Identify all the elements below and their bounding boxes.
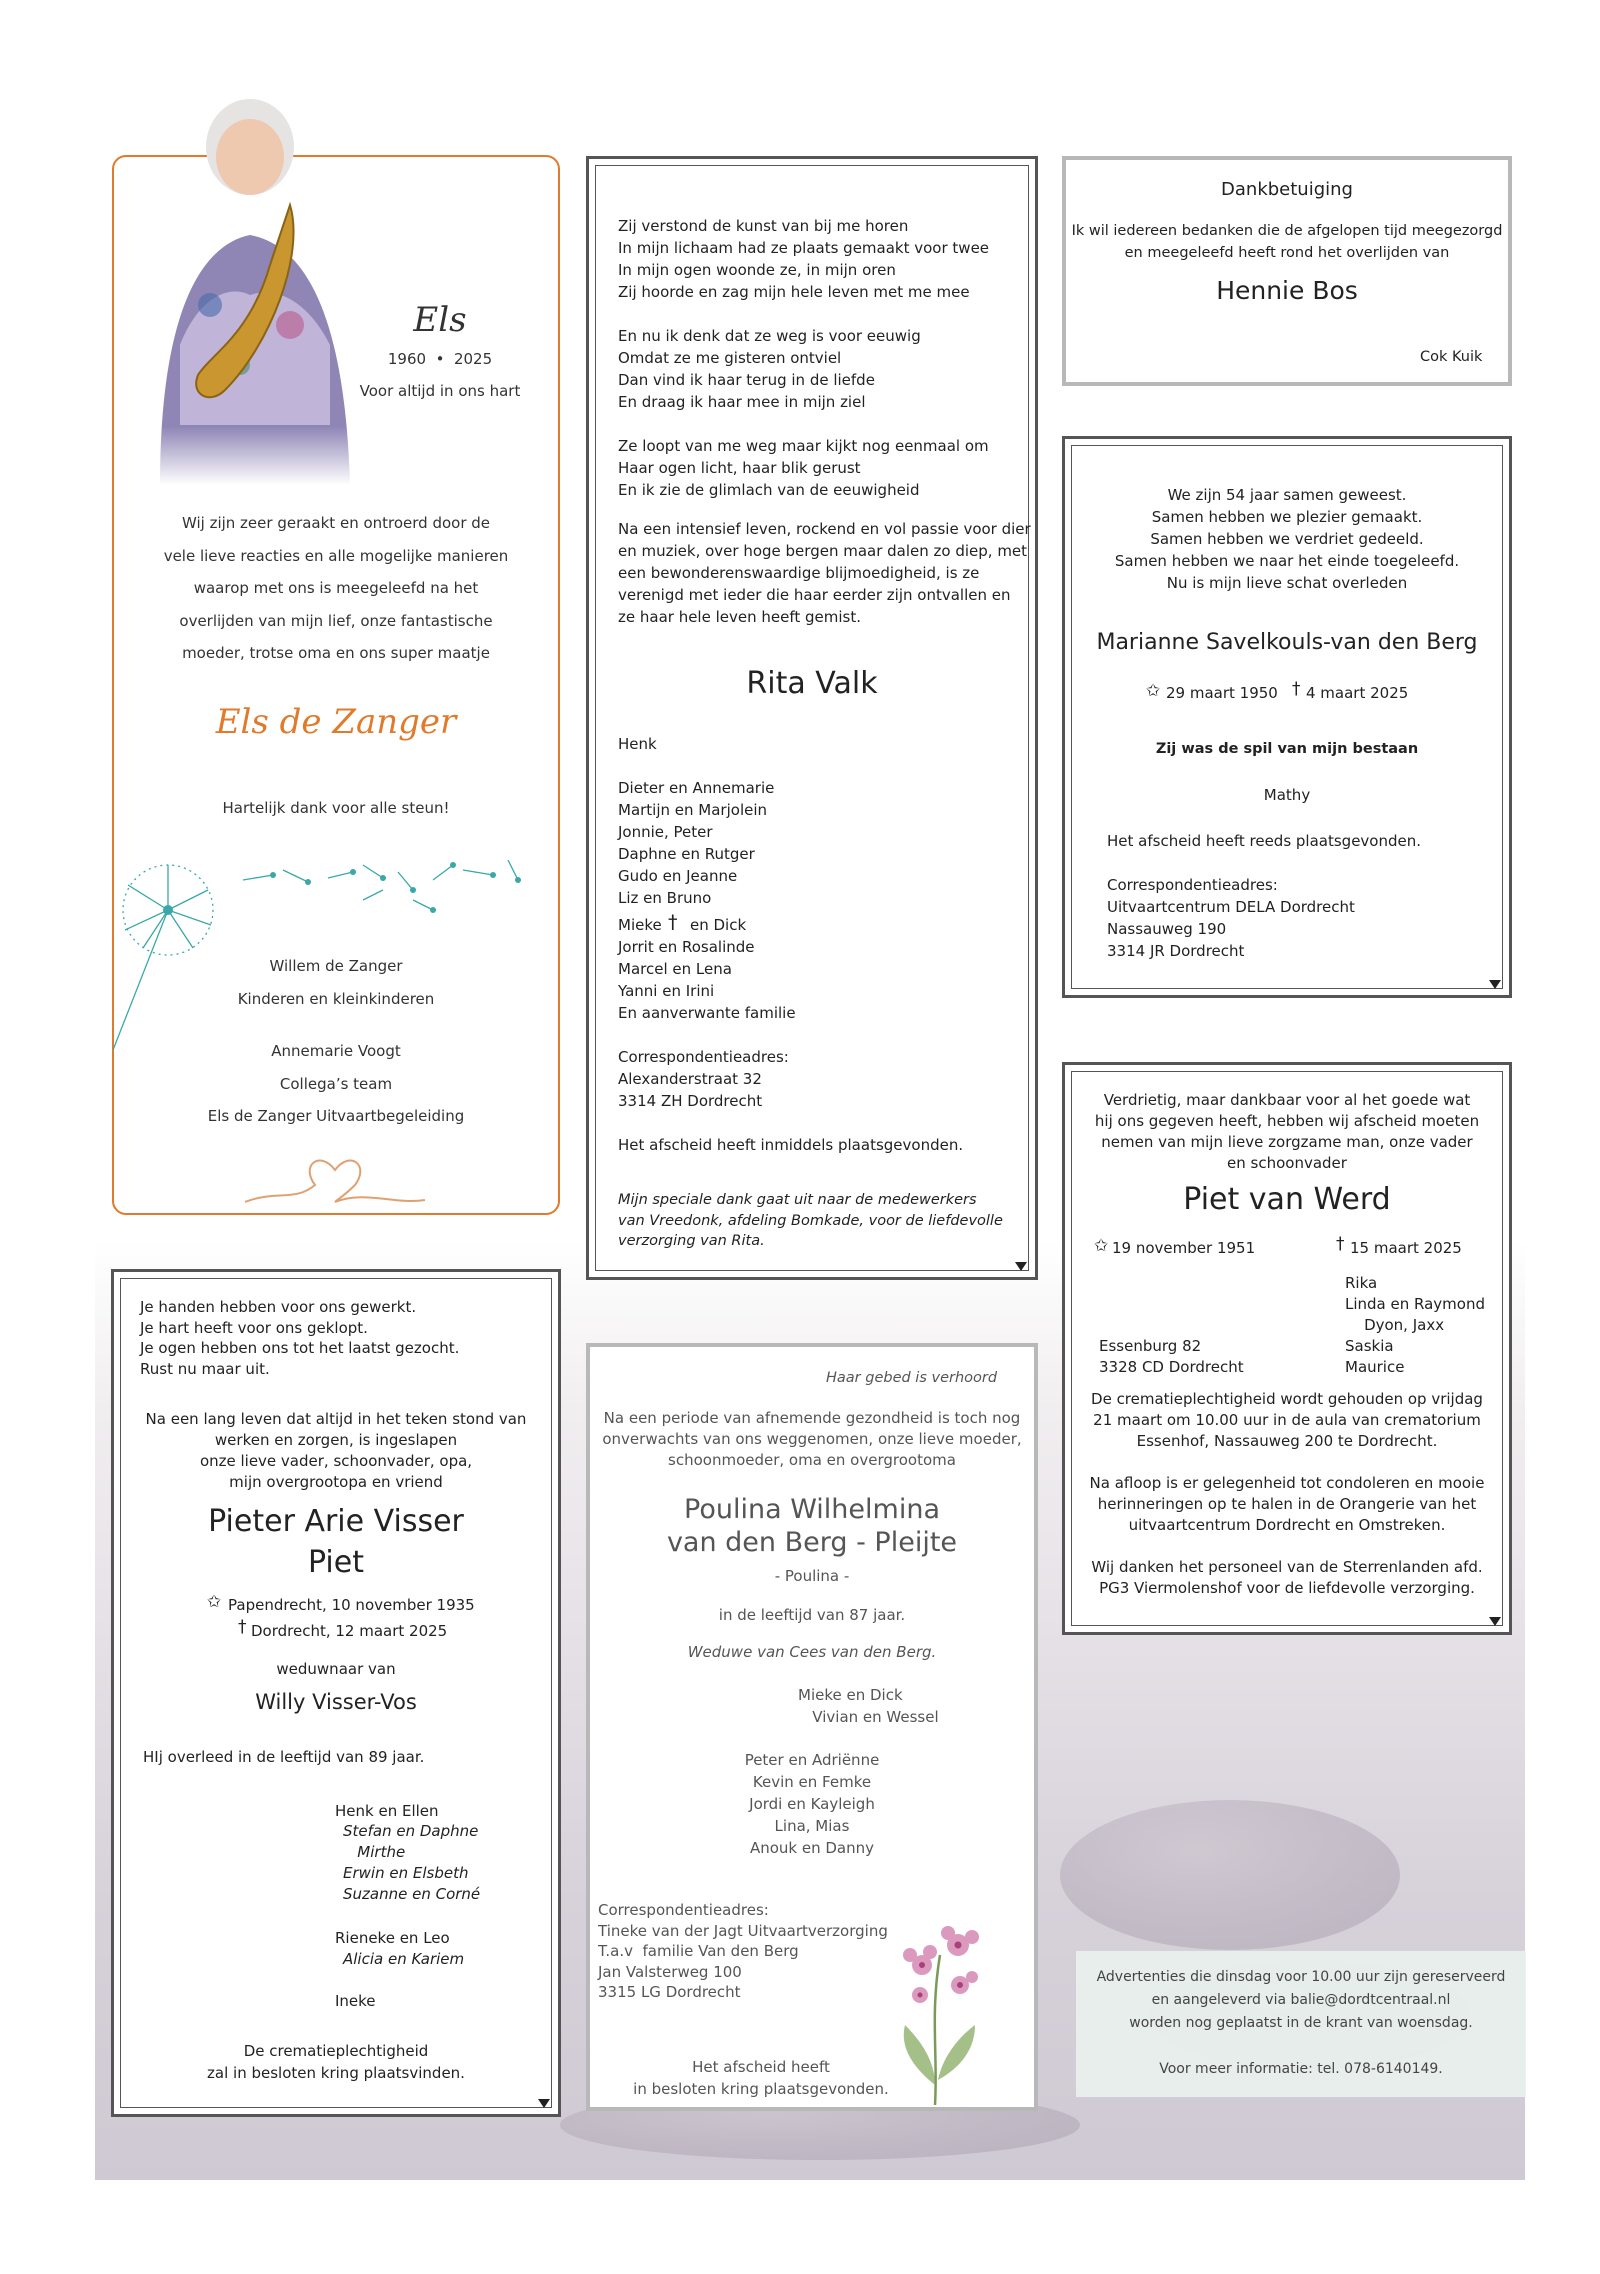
els-family-1: Willem de Zanger Kinderen en kleinkinderen	[237, 957, 435, 1008]
cross-icon: †	[1292, 679, 1301, 699]
piet-werd-died: 15 maart 2025	[1350, 1239, 1462, 1257]
marianne-born: 29 maart 1950	[1166, 684, 1278, 702]
rita-poem: Zij verstond de kunst van bij me horen In mijn lichaam had ze plaats gemaakt voor twee In mijn ogen woonde ze, in mijn oren Zij hoorde en zag mijn hele leven met me mee En nu ik denk dat ze weg is voor eeuwig Omdat ze me gisteren ontviel Dan vind ik haar terug in de liefde En draag ik haar mee in mijn ziel Ze loopt van me weg maar kijkt nog eenmaal om Haar ogen licht, haar blik gerust En ik zie de glimlach van de eeuwigheid	[618, 217, 990, 499]
rita-intro: Na een intensief leven, rockend en vol passie voor dier en muziek, over hoge bergen maar dalen zo diep, met een bewonderenswaardige blijmoedigheid, is ze verenigd met ieder die haar eerder zijn ontvallen en ze haar hele leven heeft gemist.	[618, 520, 1031, 626]
marianne-details: Het afscheid heeft reeds plaatsgevonden. Correspondentieadres: Uitvaartcentrum DELA Dordrecht Nassauweg 190 3314 JR Dordrecht	[1107, 832, 1422, 960]
els-full-name: Els de Zanger	[215, 702, 457, 742]
pieter-age: HIj overleed in de leeftijd van 89 jaar.	[143, 1748, 425, 1766]
els-thanks: Hartelijk dank voor alle steun!	[222, 799, 450, 817]
pieter-intro: Na een lang leven dat altijd in het teken stond van werken en zorgen, is ingeslapen onze lieve vader, schoonvader, opa, mijn overgrootopa en vriend	[145, 1410, 527, 1491]
piet-werd-born: 19 november 1951	[1112, 1239, 1256, 1257]
notice-text: Advertenties die dinsdag voor 10.00 uur zijn gereserveerd en aangeleverd via balie@dordtcentraal.nl worden nog geplaatst in de krant van woensdag. Voor meer informatie: tel. 078-6140149.	[1096, 1969, 1506, 2077]
els-body: Wij zijn zeer geraakt en ontroerd door de vele lieve reacties en alle mogelijke manieren waarop met ons is meegeleefd na het overlijden van mijn lief, onze fantastische moeder, trotse oma en ons super maatje	[163, 514, 509, 662]
els-family-2: Annemarie Voogt Collega’s team Els de Zanger Uitvaartbegeleiding	[207, 1042, 465, 1125]
rita-name: Rita Valk	[746, 666, 878, 701]
poulina-nickname: - Poulina -	[774, 1567, 850, 1585]
marianne-died: 4 maart 2025	[1306, 684, 1409, 702]
piet-werd-intro: Verdrietig, maar dankbaar voor al het goede wat hij ons gegeven heeft, hebben wij afscheid moeten nemen van mijn lieve zorgzame man, onze vader en schoonvader	[1094, 1091, 1480, 1172]
poulina-family-2: Peter en Adriënne Kevin en Femke Jordi en Kayleigh Lina, Mias Anouk en Danny	[744, 1751, 880, 1857]
rita-mieke: Mieke	[618, 916, 662, 934]
marianne-quote: Zij was de spil van mijn bestaan	[1155, 741, 1419, 757]
pieter-name: Pieter Arie Visser Piet	[208, 1504, 464, 1580]
pieter-ineke: Ineke	[335, 1992, 376, 2010]
hennie-body: Ik wil iedereen bedanken die de afgelopen tijd meegezorgd en meegeleefd heeft rond het overlijden van	[1071, 223, 1503, 261]
pieter-closing: De crematieplechtigheid zal in besloten kring plaatsvinden.	[207, 2042, 465, 2082]
poulina-closing: Het afscheid heeft in besloten kring plaatsgevonden.	[633, 2058, 889, 2098]
poulina-name: Poulina Wilhelmina van den Berg - Pleijte	[666, 1494, 958, 1558]
corner-arrow-icon	[1489, 1617, 1501, 1626]
poulina-intro: Na een periode van afnemende gezondheid is toch nog onverwachts van ons weggenomen, onze lieve moeder, schoonmoeder, oma en overgrootoma	[602, 1409, 1022, 1469]
piet-werd-address: Essenburg 82 3328 CD Dordrecht	[1099, 1337, 1244, 1376]
hennie-title: Dankbetuiging	[1221, 179, 1353, 200]
pieter-spouse: Willy Visser-Vos	[255, 1690, 417, 1714]
pieter-died: Dordrecht, 12 maart 2025	[251, 1622, 448, 1640]
cross-icon: †	[668, 911, 678, 933]
cross-icon: †	[238, 1617, 247, 1637]
piet-werd-family: Rika Linda en Raymond Dyon, Jaxx Saskia Maurice	[1345, 1274, 1485, 1376]
cross-icon: †	[1336, 1234, 1345, 1254]
heart-icon	[245, 1150, 425, 1210]
corner-arrow-icon	[538, 2099, 550, 2108]
corner-arrow-icon	[1015, 1262, 1027, 1271]
els-years: 1960 • 2025	[387, 350, 493, 368]
pieter-henk: Henk en Ellen	[335, 1802, 439, 1820]
rita-closing: Mijn speciale dank gaat uit naar de medewerkers van Vreedonk, afdeling Bomkade, voor de liefdevolle verzorging van Rita.	[618, 1192, 1003, 1249]
star-icon: ✩	[207, 1592, 222, 1612]
rita-family-b: Jorrit en Rosalinde Marcel en Lena Yanni en Irini En aanverwante familie Correspondentieadres: Alexanderstraat 32 3314 ZH Dordrecht Het afscheid heeft inmiddels plaatsgevonden.	[618, 938, 964, 1154]
poulina-family-1: Mieke en Dick Vivian en Wessel	[798, 1686, 939, 1726]
poulina-address: Correspondentieadres: Tineke van der Jagt Uitvaartverzorging T.a.v familie Van den Berg Jan Valsterweg 100 3315 LG Dordrecht	[598, 1901, 888, 2001]
piet-werd-ceremony: De crematieplechtigheid wordt gehouden op vrijdag 21 maart om 10.00 uur in de aula van crematorium Essenhof, Nassauweg 200 te Dordrecht. Na afloop is er gelegenheid tot condoleren en mooie herinneringen op te halen in de Orangerie van het uitvaartcentrum Dordrecht en Omstreken. Wij danken het personeel van de Sterrenlanden afd. PG3 Viermolenshof voor de liefdevolle verzorging.	[1089, 1390, 1485, 1597]
hennie-name: Hennie Bos	[1216, 276, 1358, 305]
star-icon: ✩	[1146, 681, 1161, 701]
poulina-widow: Weduwe van Cees van den Berg.	[687, 1643, 937, 1661]
pieter-widower: weduwnaar van	[276, 1660, 396, 1678]
corner-arrow-icon	[1489, 980, 1501, 989]
marianne-name: Marianne Savelkouls-van den Berg	[1096, 630, 1478, 655]
pieter-henk-kids: Stefan en Daphne Mirthe Erwin en Elsbeth Suzanne en Corné	[343, 1822, 481, 1903]
hennie-signature: Cok Kuik	[1420, 349, 1483, 365]
marianne-signer: Mathy	[1263, 786, 1311, 804]
poulina-motto: Haar gebed is verhoord	[826, 1370, 998, 1386]
dandelion-illustration	[113, 830, 553, 1050]
rita-family-a: Henk Dieter en Annemarie Martijn en Marjolein Jonnie, Peter Daphne en Rutger Gudo en Jeanne Liz en Bruno	[618, 735, 775, 907]
pieter-poem: Je handen hebben voor ons gewerkt. Je hart heeft voor ons geklopt. Je ogen hebben ons tot het laatst gezocht. Rust nu maar uit.	[140, 1298, 460, 1378]
pieter-rieneke-kids: Alicia en Kariem	[343, 1950, 465, 1968]
poulina-age: in de leeftijd van 87 jaar.	[718, 1606, 906, 1624]
star-icon: ✩	[1094, 1236, 1109, 1256]
els-tagline: Voor altijd in ons hart	[359, 382, 521, 400]
marianne-poem: We zijn 54 jaar samen geweest. Samen hebben we plezier gemaakt. Samen hebben we verdriet gedeeld. Samen hebben we naar het einde toegeleefd. Nu is mijn lieve schat overleden	[1114, 486, 1460, 592]
els-script-name: Els	[413, 300, 467, 340]
background-stone	[1060, 1800, 1400, 1950]
pieter-rieneke: Rieneke en Leo	[335, 1929, 450, 1947]
rita-mieke-partner: en Dick	[690, 916, 747, 934]
els-portrait	[130, 95, 370, 485]
pieter-born: Papendrecht, 10 november 1935	[228, 1596, 475, 1614]
piet-werd-name: Piet van Werd	[1183, 1182, 1391, 1217]
